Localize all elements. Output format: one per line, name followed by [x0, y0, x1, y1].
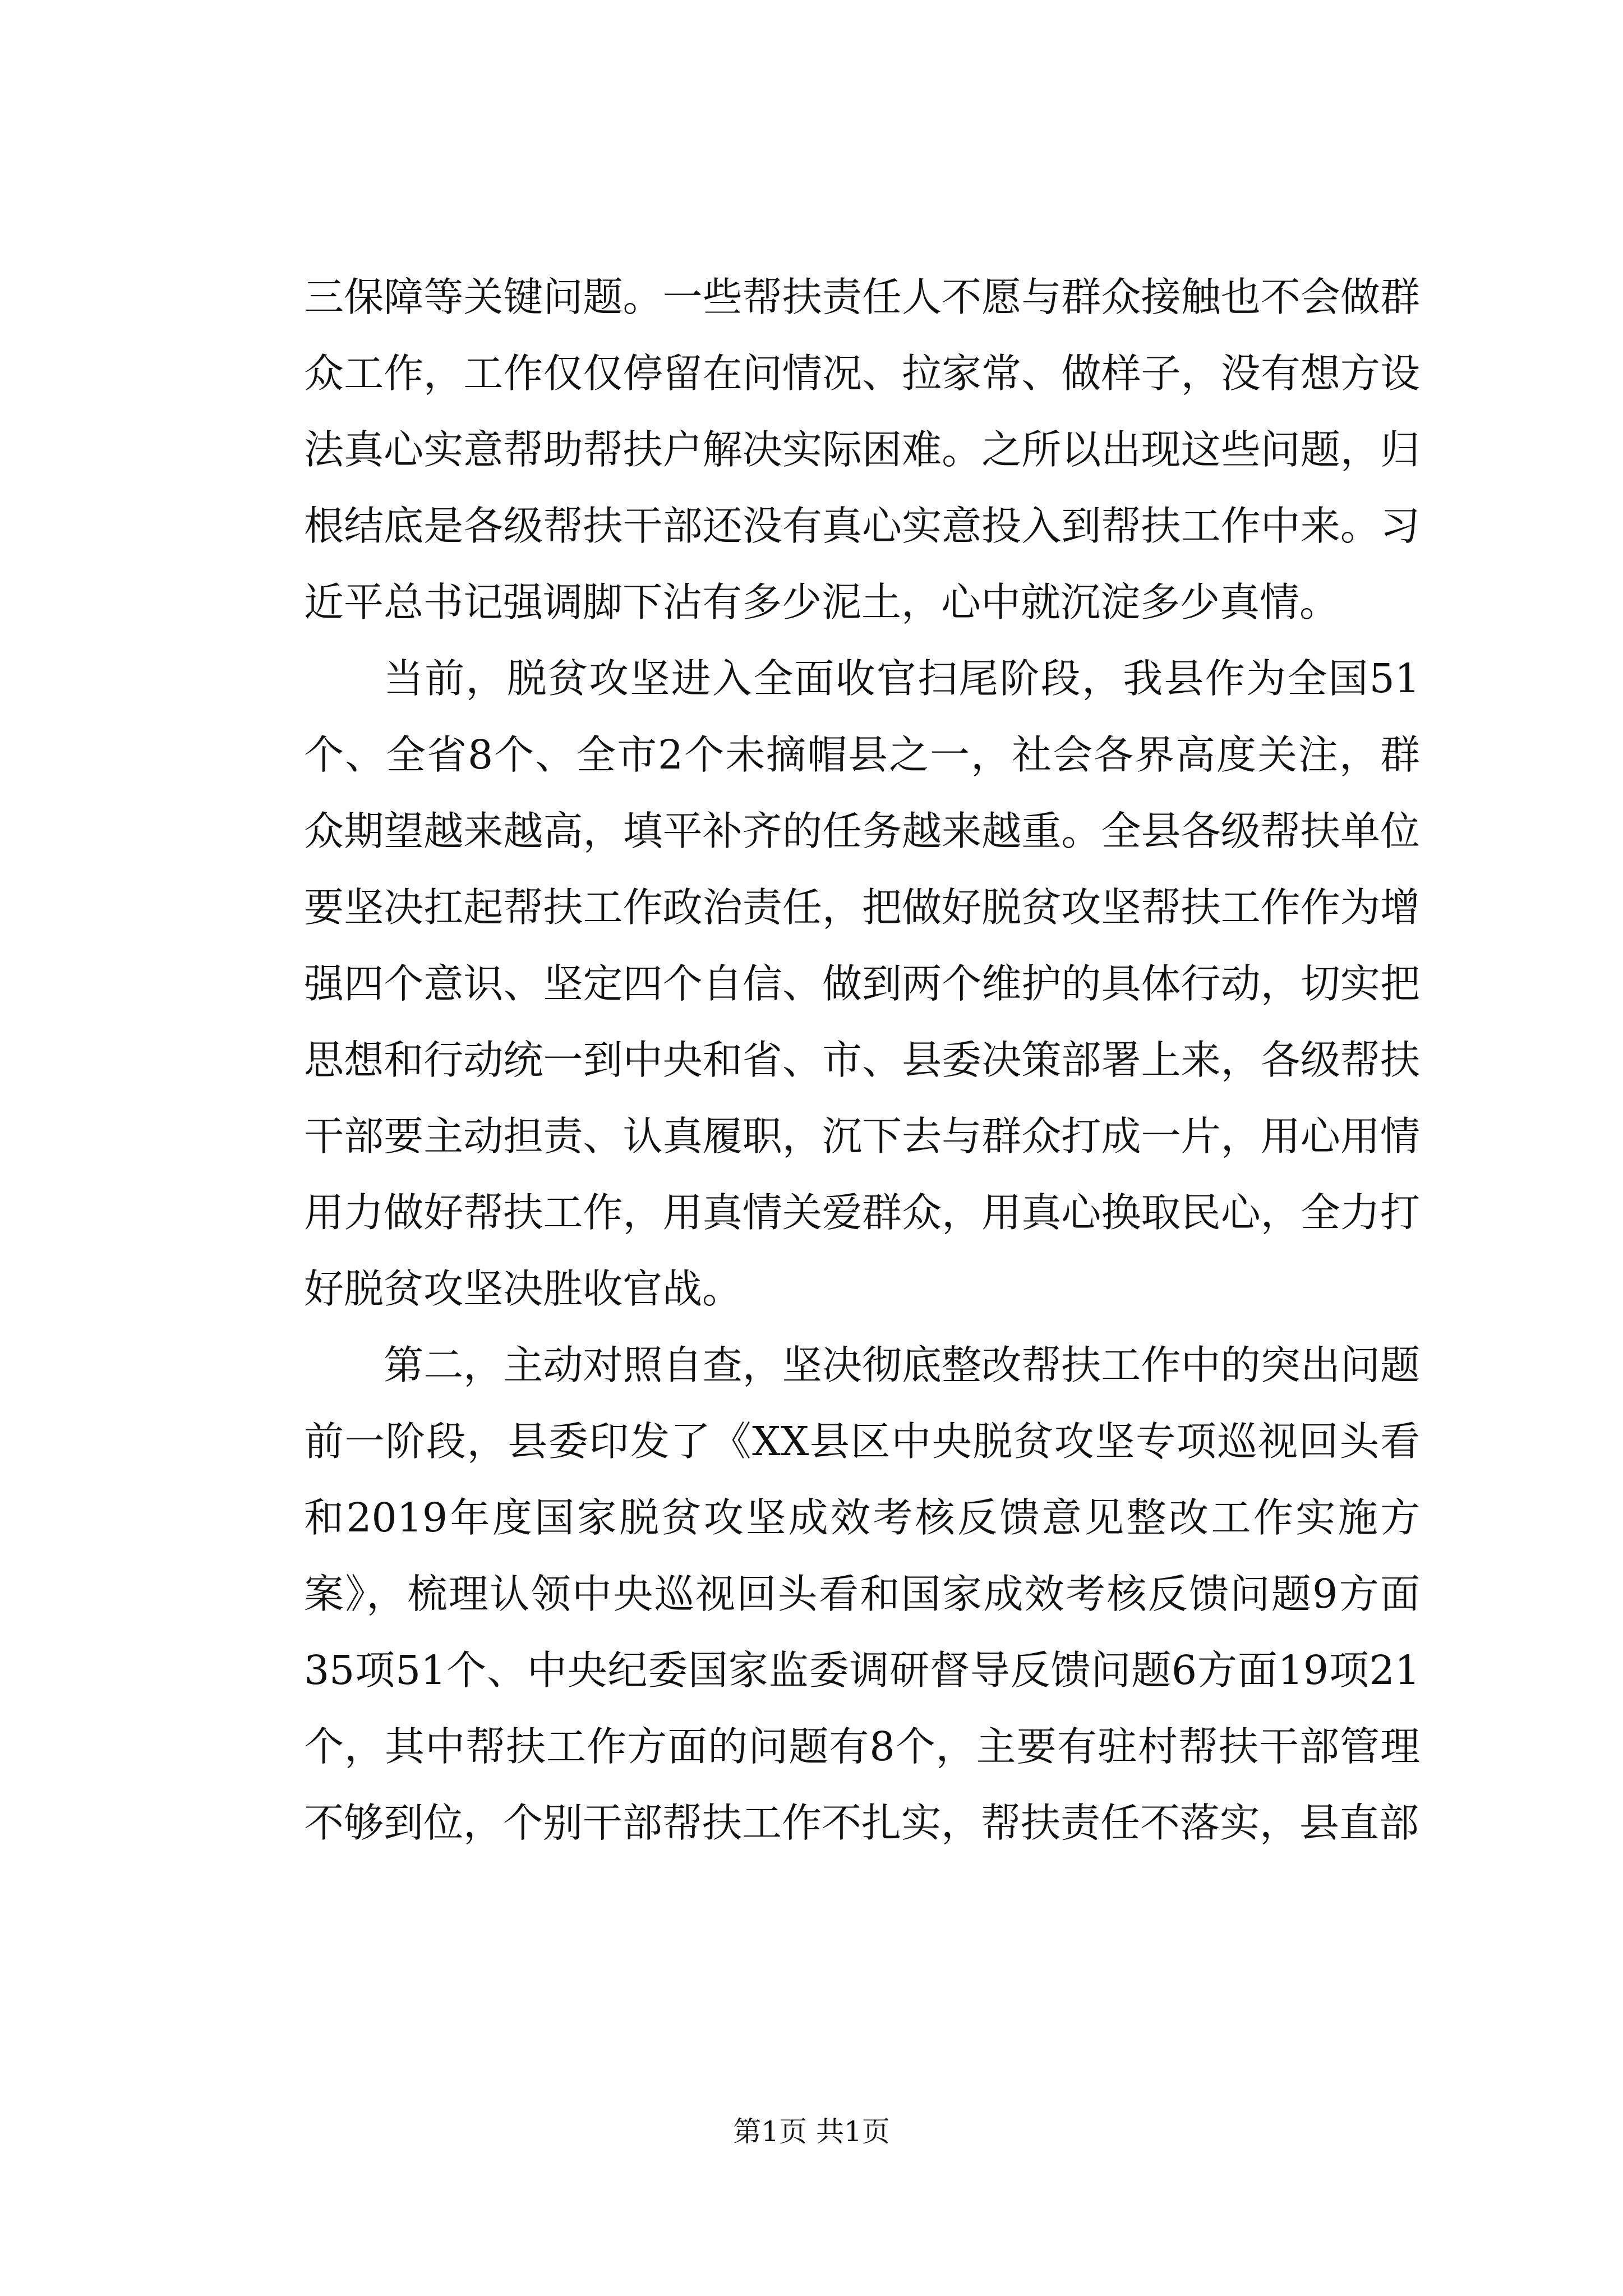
page-footer: 第1页 共1页 [733, 2115, 890, 2148]
paragraph-second-point: 第二，主动对照自查，坚决彻底整改帮扶工作中的突出问题前一阶段，县委印发了《XX县区中央脱贫攻坚专项巡视回头看和2019年度国家脱贫攻坚成效考核反馈意见整改工作实施方案》，梳理认领中央巡视回头看和国家成效考核反馈问题9方面35项51个、中央纪委国家监委调研督导反馈问题6方面19项21个，其中帮扶工作方面的问题有8个，主要有驻村帮扶干部管理不够到位，个别干部帮扶工作不扎实，帮扶责任不落实，县直部 [304, 1342, 1420, 1846]
document-body [304, 259, 1420, 1861]
paragraph-current-situation: 当前，脱贫攻坚进入全面收官扫尾阶段，我县作为全国51个、全省8个、全市2个未摘帽县之一，社会各界高度关注，群众期望越来越高，填平补齐的任务越来越重。全县各级帮扶单位要坚决扛起帮扶工作政治责任，把做好脱贫攻坚帮扶工作作为增强四个意识、坚定四个自信、做到两个维护的具体行动，切实把思想和行动统一到中央和省、市、县委决策部署上来，各级帮扶干部要主动担责、认真履职，沉下去与群众打成一片，用心用情用力做好帮扶工作，用真情关爱群众，用真心换取民心，全力打好脱贫攻坚决胜收官战。 [304, 655, 1420, 1312]
paragraph-continuation: 三保障等关键问题。一些帮扶责任人不愿与群众接触也不会做群众工作，工作仅仅停留在问情况、拉家常、做样子，没有想方设法真心实意帮助帮扶户解决实际困难。之所以出现这些问题，归根结底是各级帮扶干部还没有真心实意投入到帮扶工作中来。习近平总书记强调脚下沾有多少泥土，心中就沉淀多少真情。 [304, 274, 1420, 625]
